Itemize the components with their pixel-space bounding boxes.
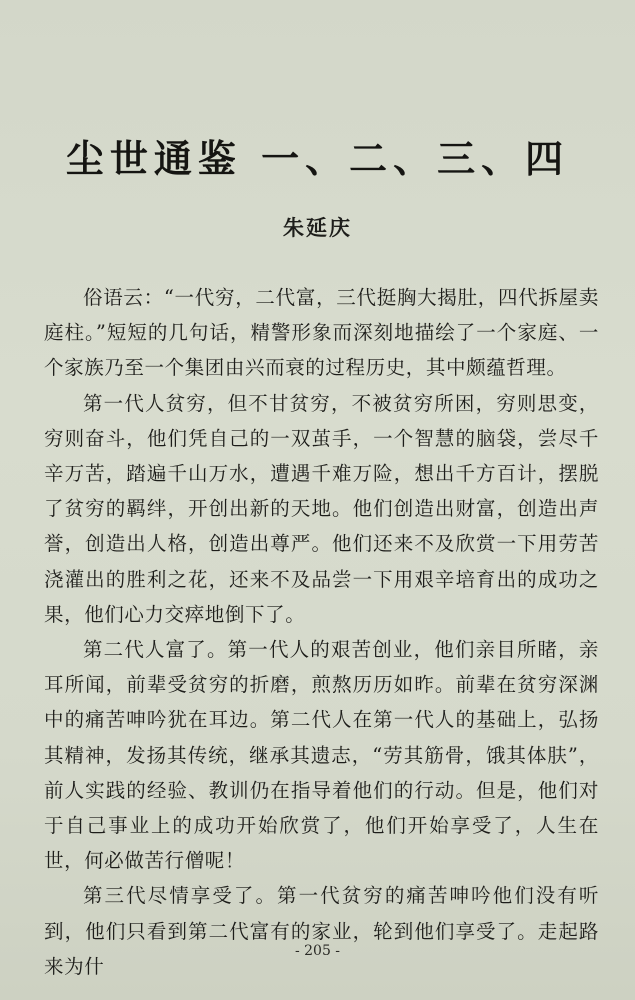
paragraph: 第三代尽情享受了。第一代贫穷的痛苦呻吟他们没有听到，他们只看到第二代富有的家业，轮到他们享受了。走起路来为什 <box>44 884 599 978</box>
paragraph: 第二代人富了。第一代人的艰苦创业，他们亲目所睹，亲耳所闻，前辈受贫穷的折磨，煎熬历历如昨。前辈在贫穷深渊中的痛苦呻吟犹在耳边。第二代人在第一代人的基础上，弘扬其精神，发扬其传统，继承其遗志，“劳其筋骨，饿其体肤”，前人实践的经验、教训仍在指导着他们的行动。但是，他们对于自己事业上的成功开始欣赏了，他们开始享受了，人生在世，何必做苦行僧呢！ <box>44 638 599 873</box>
chapter-title: 尘世通鉴 一、二、三、四 <box>65 136 570 181</box>
body-text <box>44 280 599 984</box>
author-name: 朱延庆 <box>283 215 352 240</box>
page-number: - 205 - <box>294 943 341 959</box>
paragraph: 第一代人贫穷，但不甘贫穷，不被贫穷所困，穷则思变，穷则奋斗，他们凭自己的一双茧手，一个智慧的脑袋，尝尽千辛万苦，踏遍千山万水，遭遇千难万险，想出千方百计，摆脱了贫穷的羁绊，开创出新的天地。他们创造出财富，创造出声誉，创造出人格，创造出尊严。他们还来不及欣赏一下用劳苦浇灌出的胜利之花，还来不及品尝一下用艰辛培育出的成功之果，他们心力交瘁地倒下了。 <box>44 391 599 626</box>
paragraph: 俗语云：“一代穷，二代富，三代挺胸大揭肚，四代拆屋卖庭柱。”短短的几句话，精警形象而深刻地描绘了一个家庭、一个家族乃至一个集团由兴而衰的过程历史，其中颇蕴哲理。 <box>44 286 599 380</box>
